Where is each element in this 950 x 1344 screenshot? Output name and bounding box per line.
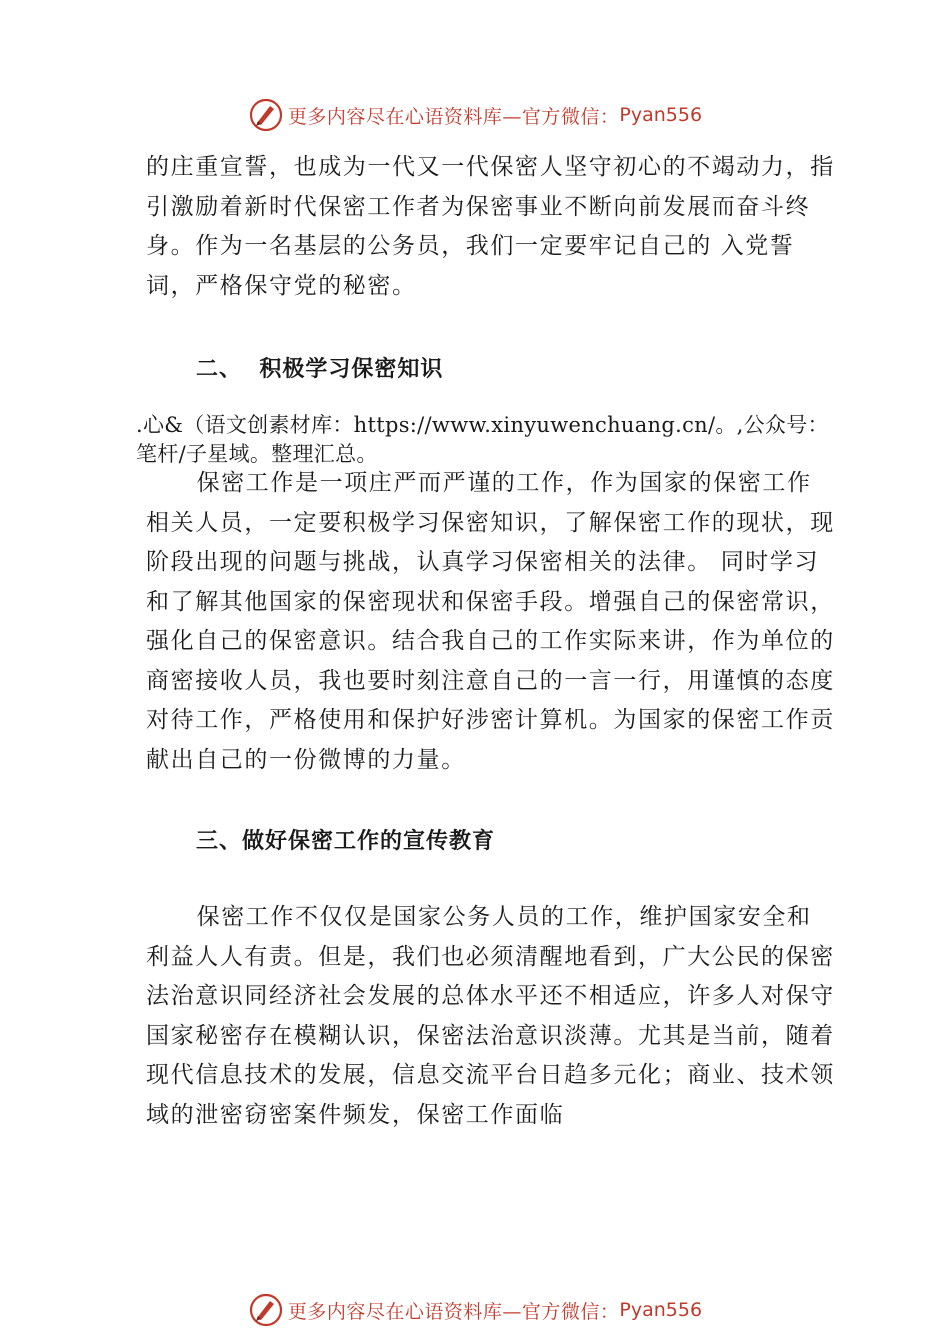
paragraph-2-text: 保密工作是一项庄严而严谨的工作，作为国家的保密工作相关人员，一定要积极学习保密知识，了解保密工作的现状，现阶段出现的问题与挑战，认真学习保密相关的法律。 同时学习和了解其他国家的保密现状和保密手段。增强自己的保密常识，强化自己的保密意识。结合我自己的工作实际来讲，作为单位的商密接收人员，我也要时刻注意自己的一言一行，用谨慎的态度对待工作，严格使用和保护好涉密计算机。为国家的保密工作贡献出自己的一份微博的力量。 xyxy=(146,470,835,773)
watermark-wechat-id: Pyan556 xyxy=(619,1299,703,1321)
pen-logo-icon xyxy=(248,97,284,133)
paragraph-1-text: 的庄重宣誓，也成为一代又一代保密人坚守初心的不竭动力，指引激励着新时代保密工作者为保密事业不断向前发展而奋斗终身。作为一名基层的公务员，我们一定要牢记自己的 入党誓词，严格保守党的秘密。 xyxy=(146,154,835,299)
source-note: .心&（语文创素材库：https://www.xinyuwenchuang.cn/。,公众号：笔杆/子星域。整理汇总。 xyxy=(136,413,829,466)
paragraph-3 xyxy=(146,898,836,1135)
paragraph-3-text: 保密工作不仅仅是国家公务人员的工作，维护国家安全和利益人人有责。但是，我们也必须清醒地看到，广大公民的保密法治意识同经济社会发展的总体水平还不相适应，许多人对保守国家秘密存在模糊认识，保密法治意识淡薄。尤其是当前，随着现代信息技术的发展，信息交流平台日趋多元化；商业、技术领域的泄密窃密案件频发，保密工作面临 xyxy=(146,904,835,1128)
watermark-text: 更多内容尽在心语资料库—官方微信： xyxy=(287,1300,620,1323)
paragraph-1 xyxy=(146,148,836,306)
watermark-footer xyxy=(0,1290,950,1330)
watermark-header xyxy=(0,95,950,135)
pen-logo-icon xyxy=(248,1292,284,1328)
paragraph-2 xyxy=(146,464,836,780)
watermark-wechat-id: Pyan556 xyxy=(619,104,703,126)
section-heading-3: 三、做好保密工作的宣传教育 xyxy=(196,829,496,854)
watermark-text: 更多内容尽在心语资料库—官方微信： xyxy=(287,105,620,128)
section-heading-2: 二、 积极学习保密知识 xyxy=(196,357,444,382)
